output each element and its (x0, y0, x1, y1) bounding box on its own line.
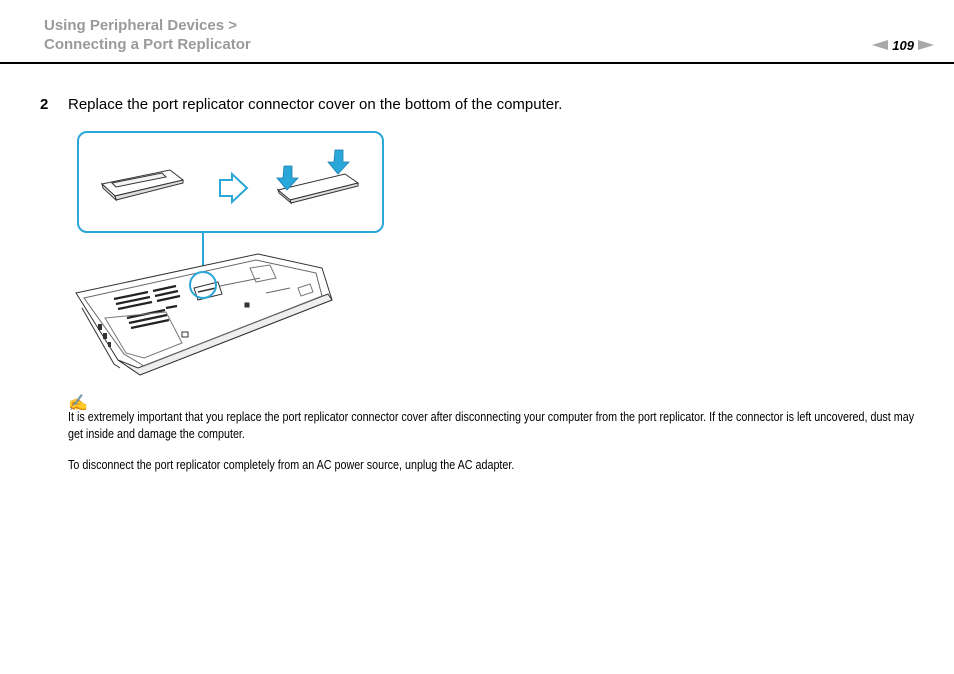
previous-page-icon[interactable] (872, 40, 888, 50)
note-paragraph (68, 457, 918, 474)
note-paragraph (68, 409, 918, 443)
page-number: 109 (892, 37, 914, 53)
laptop-bottom-icon (76, 254, 332, 375)
header-divider (0, 62, 954, 64)
page-navigator (872, 37, 934, 53)
breadcrumb (44, 16, 251, 54)
step-text: Replace the port replicator connector cover on the bottom of the computer. (68, 96, 563, 113)
next-page-icon[interactable] (918, 40, 934, 50)
step-number: 2 (40, 96, 49, 113)
breadcrumb-current: Connecting a Port Replicator (44, 36, 251, 53)
connector-cover-illustration (70, 128, 390, 380)
breadcrumb-parent[interactable]: Using Peripheral Devices > (44, 17, 238, 34)
note-disconnect-text: To disconnect the port replicator completely from an AC power source, unplug the AC adapter. (68, 458, 515, 472)
pencil-note-icon: ✍ (68, 395, 88, 412)
note-warning-text: It is extremely important that you replace the port replicator connector cover after disconnecting your computer from the port replicator. If the connector is left uncovered, dust may get inside and damage the computer. (68, 410, 915, 441)
step-instruction (40, 96, 562, 114)
